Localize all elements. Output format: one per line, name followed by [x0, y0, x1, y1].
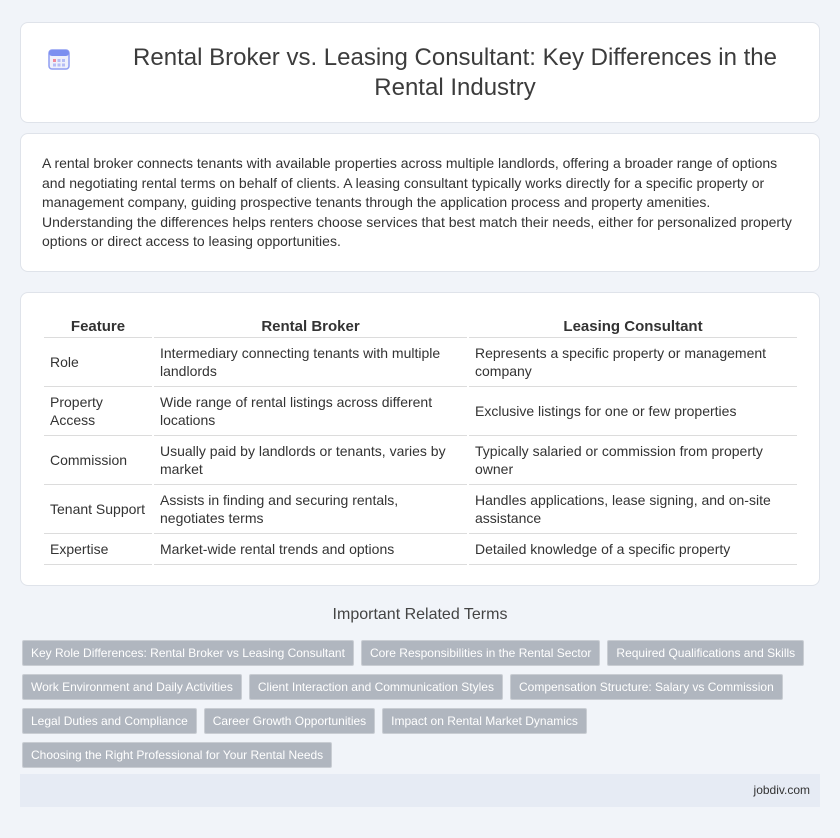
consultant-cell: Detailed knowledge of a specific property [469, 534, 797, 565]
related-term-tag[interactable]: Compensation Structure: Salary vs Commission [510, 674, 783, 700]
calendar-icon [48, 48, 70, 70]
related-terms-list [22, 640, 822, 768]
table-row [44, 338, 797, 387]
feature-cell: Role [44, 338, 152, 387]
related-term-tag[interactable]: Choosing the Right Professional for Your Rental Needs [22, 742, 332, 768]
table-header-row [44, 314, 797, 338]
related-term-tag[interactable]: Required Qualifications and Skills [607, 640, 804, 666]
column-header-rental-broker: Rental Broker [154, 314, 467, 338]
related-term-tag[interactable]: Career Growth Opportunities [204, 708, 375, 734]
consultant-cell: Handles applications, lease signing, and on-site assistance [469, 485, 797, 534]
broker-cell: Assists in finding and securing rentals, negotiates terms [154, 485, 467, 534]
column-header-feature: Feature [44, 314, 152, 338]
column-header-leasing-consultant: Leasing Consultant [469, 314, 797, 338]
table-row [44, 534, 797, 565]
related-term-tag[interactable]: Key Role Differences: Rental Broker vs Leasing Consultant [22, 640, 354, 666]
consultant-cell: Represents a specific property or management company [469, 338, 797, 387]
table-row [44, 485, 797, 534]
broker-cell: Market-wide rental trends and options [154, 534, 467, 565]
footer [20, 774, 820, 807]
comparison-card [20, 292, 820, 586]
broker-cell: Wide range of rental listings across different locations [154, 387, 467, 436]
related-term-tag[interactable]: Work Environment and Daily Activities [22, 674, 242, 700]
page-title: Rental Broker vs. Leasing Consultant: Key Differences in the Rental Industry [133, 44, 777, 101]
intro-paragraph: A rental broker connects tenants with available properties across multiple landlords, offering a broader range of options and negotiating rental terms on behalf of clients. A leasing consultant typically works directly for a specific property or management company, guiding prospective tenants through the application process and property amenities. Understanding the differences helps renters choose services that best match their needs, either for personalized property options or direct access to leasing opportunities. [42, 155, 792, 250]
consultant-cell: Typically salaried or commission from property owner [469, 436, 797, 485]
intro-card [20, 133, 820, 272]
related-term-tag[interactable]: Client Interaction and Communication Styles [249, 674, 503, 700]
feature-cell: Tenant Support [44, 485, 152, 534]
broker-cell: Intermediary connecting tenants with multiple landlords [154, 338, 467, 387]
related-term-tag[interactable]: Legal Duties and Compliance [22, 708, 197, 734]
related-terms-heading: Important Related Terms [332, 606, 508, 623]
broker-cell: Usually paid by landlords or tenants, varies by market [154, 436, 467, 485]
related-term-tag[interactable]: Impact on Rental Market Dynamics [382, 708, 587, 734]
related-term-tag[interactable]: Core Responsibilities in the Rental Sector [361, 640, 600, 666]
table-row [44, 436, 797, 485]
feature-cell: Expertise [44, 534, 152, 565]
footer-site-link[interactable]: jobdiv.com [753, 783, 810, 797]
table-row [44, 387, 797, 436]
feature-cell: Commission [44, 436, 152, 485]
feature-cell: Property Access [44, 387, 152, 436]
consultant-cell: Exclusive listings for one or few properties [469, 387, 797, 436]
header-card [20, 22, 820, 123]
comparison-table [42, 314, 799, 565]
